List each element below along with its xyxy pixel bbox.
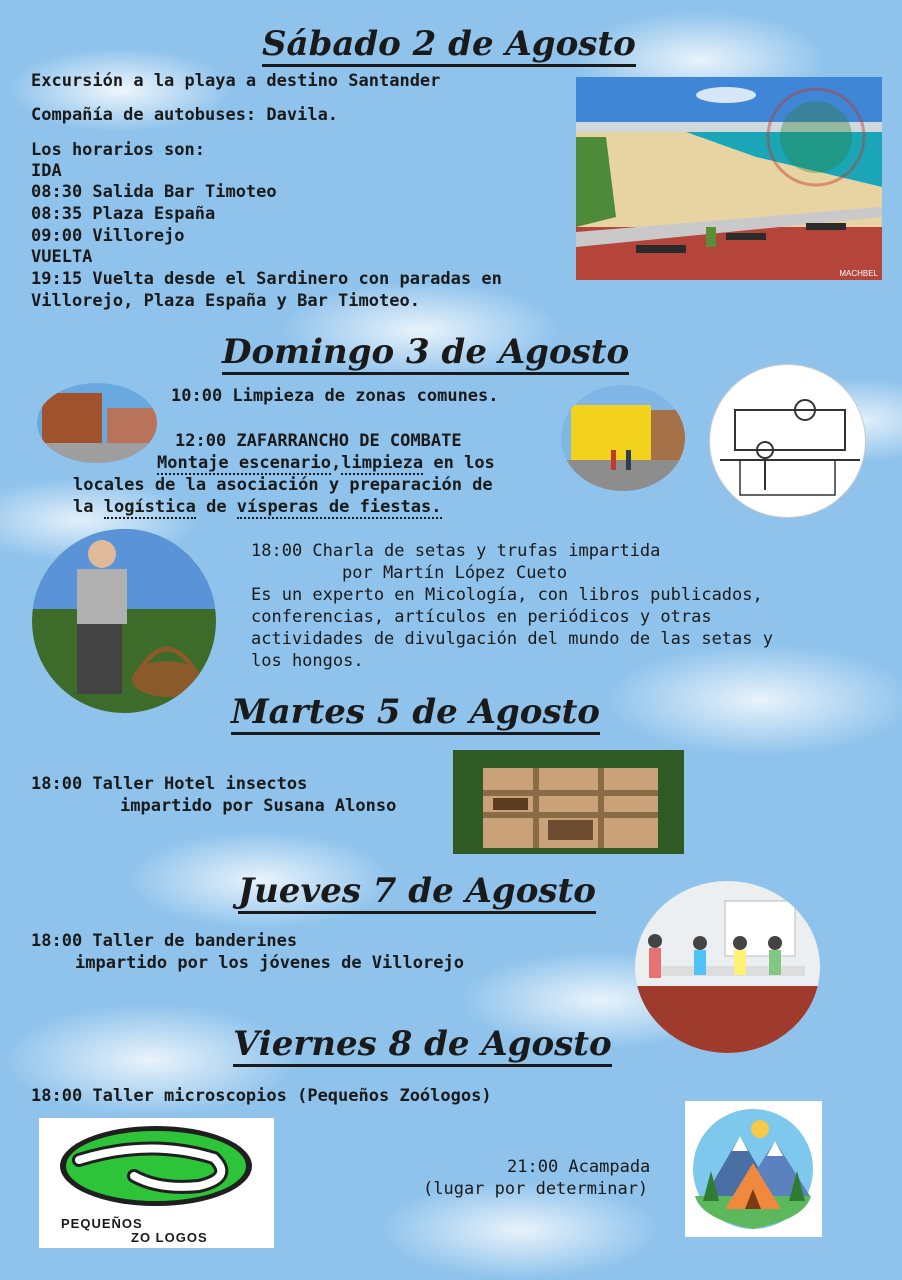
- martes-line1: 18:00 Taller Hotel insectos: [31, 774, 308, 794]
- acampada-line2: (lugar por determinar): [423, 1179, 649, 1199]
- de-text: de: [195, 497, 237, 517]
- heading-martes: Martes 5 de Agosto: [231, 692, 600, 735]
- sabado-ida2: 08:35 Plaza España: [31, 204, 216, 224]
- viernes-line1: 18:00 Taller microscopios (Pequeños Zoólogos): [31, 1086, 492, 1106]
- heading-domingo: Domingo 3 de Agosto: [222, 332, 629, 375]
- charla-line1: 18:00 Charla de setas y trufas impartida: [251, 541, 661, 561]
- logistica-text: logística: [103, 497, 196, 517]
- visperas-text: vísperas de fiestas.: [236, 497, 442, 517]
- sabado-ida1: 08:30 Salida Bar Timoteo: [31, 182, 277, 202]
- limpieza-text: limpieza: [341, 453, 424, 473]
- heading-jueves: Jueves 7 de Agosto: [238, 871, 596, 914]
- sabado-line3: Los horarios son:: [31, 140, 205, 160]
- charla-line5: actividades de divulgación del mundo de las setas y: [251, 629, 773, 649]
- sabado-ida: IDA: [31, 161, 62, 181]
- logo-text-line1: PEQUEÑOS: [61, 1216, 143, 1231]
- logo-text-line2: ZO LOGOS: [131, 1230, 208, 1245]
- insect-hotel-photo: [453, 750, 684, 854]
- jueves-line2: impartido por los jóvenes de Villorejo: [75, 953, 464, 973]
- pequenos-zoologos-logo: [39, 1118, 274, 1248]
- comma-text: ,: [331, 453, 342, 473]
- sabado-ida3: 09:00 Villorejo: [31, 226, 185, 246]
- mushroom-expert-photo: [32, 529, 216, 713]
- charla-line6: los hongos.: [251, 651, 364, 671]
- sabado-line2: Compañía de autobuses: Davila.: [31, 105, 339, 125]
- domingo-line3: [157, 452, 495, 474]
- en-los-text: en los: [423, 453, 495, 473]
- martes-line2: impartido por Susana Alonso: [120, 796, 397, 816]
- la-text: la: [73, 497, 104, 517]
- domingo-line4: locales de la asociación y preparación de: [73, 475, 493, 495]
- domingo-line5: [73, 496, 442, 518]
- sabado-line1: Excursión a la playa a destino Santander: [31, 71, 441, 91]
- charla-line3: Es un experto en Micología, con libros publicados,: [251, 585, 763, 605]
- heading-sabado: Sábado 2 de Agosto: [262, 24, 636, 67]
- charla-line2: por Martín López Cueto: [342, 563, 568, 583]
- photo-caption: MACHBEL: [839, 269, 878, 278]
- banderines-photo: [635, 881, 820, 1053]
- sabado-vuelta2: Villorejo, Plaza España y Bar Timoteo.: [31, 291, 420, 311]
- sabado-vuelta1: 19:15 Vuelta desde el Sardinero con paradas en: [31, 269, 502, 289]
- domingo-line2: 12:00 ZAFARRANCHO DE COMBATE: [175, 431, 462, 451]
- montaje-text: Montaje escenario: [157, 453, 331, 473]
- camping-icon: [685, 1101, 822, 1237]
- sabado-vuelta: VUELTA: [31, 247, 93, 267]
- acampada-line1: 21:00 Acampada: [507, 1157, 651, 1177]
- jueves-line1: 18:00 Taller de banderines: [31, 931, 298, 951]
- bar-sketch: [709, 364, 866, 518]
- domingo-line1: 10:00 Limpieza de zonas comunes.: [171, 386, 499, 406]
- beach-photo: [576, 77, 882, 280]
- banner-photo: [561, 385, 685, 491]
- heading-viernes: Viernes 8 de Agosto: [233, 1024, 612, 1067]
- street-photo: [37, 383, 157, 463]
- charla-line4: conferencias, artículos en periódicos y otras: [251, 607, 712, 627]
